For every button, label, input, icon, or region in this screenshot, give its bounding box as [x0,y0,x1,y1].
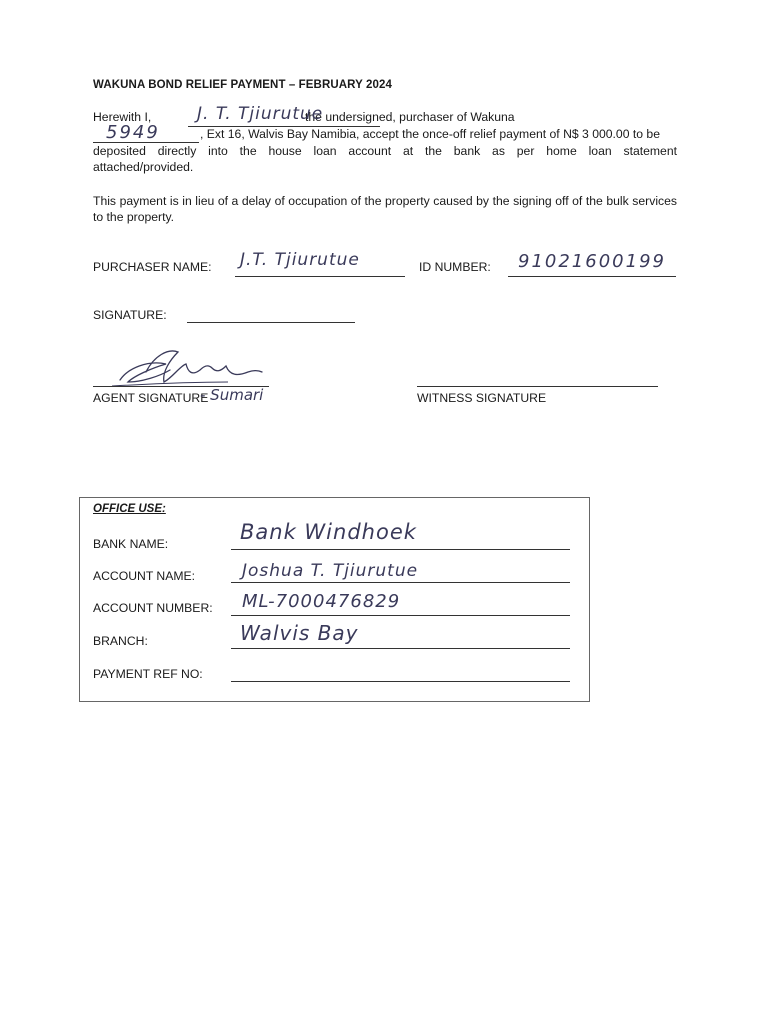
purchaser-name-line [235,276,405,277]
purchaser-name-label: PURCHASER NAME: [93,260,212,274]
account-name-line [231,582,570,583]
bank-name-label: BANK NAME: [93,537,169,551]
signature-label: SIGNATURE: [93,308,167,322]
para2: This payment is in lieu of a delay of occupation of the property caused by the signing off of the bulk services to the property. [93,194,677,224]
handwritten-purchaser-full-name: J.T. Tjiurutue [240,250,360,270]
handwritten-erf-number: 5949 [106,122,160,143]
branch-label: BRANCH: [93,634,148,648]
para1-line2-rest: , Ext 16, Walvis Bay Namibia, accept the once-off relief payment of N$ 3 000.00 to be [200,127,660,141]
account-number-line [231,615,570,616]
signature-line [187,322,355,323]
para1-line1-rest: the undersigned, purchaser of Wakuna [305,110,515,124]
para1-line4: attached/provided. [93,160,194,174]
para1-line3: deposited directly into the house loan account at the bank as per home loan statement [93,144,677,158]
witness-signature-line [417,386,658,387]
branch-line [231,648,570,649]
account-name-label: ACCOUNT NAME: [93,569,196,583]
handwritten-purchaser-name: J. T. Tjiurutue [197,104,324,124]
handwritten-branch: Walvis Bay [240,621,359,645]
handwritten-id-number: 91021600199 [518,251,666,272]
para1-line1 [93,110,677,124]
witness-signature-label: WITNESS SIGNATURE [417,391,547,405]
handwritten-account-number: ML-7000476829 [242,591,401,612]
id-number-line [508,276,676,277]
payment-ref-label: PAYMENT REF NO: [93,667,203,681]
payment-ref-line [231,681,570,682]
form-title: WAKUNA BOND RELIEF PAYMENT – FEBRUARY 2024 [93,79,392,91]
bank-name-line [231,549,570,550]
handwritten-account-name: Joshua T. Tjiurutue [242,561,419,581]
handwritten-bank-name: Bank Windhoek [240,520,417,544]
office-use-title: OFFICE USE: [93,503,166,515]
handwritten-agent-name: - Sumari [200,386,264,404]
agent-signature-label: AGENT SIGNATURE [93,391,209,405]
account-number-label: ACCOUNT NUMBER: [93,601,213,615]
herewith-text: Herewith I, [93,110,152,124]
id-number-label: ID NUMBER: [419,260,491,274]
